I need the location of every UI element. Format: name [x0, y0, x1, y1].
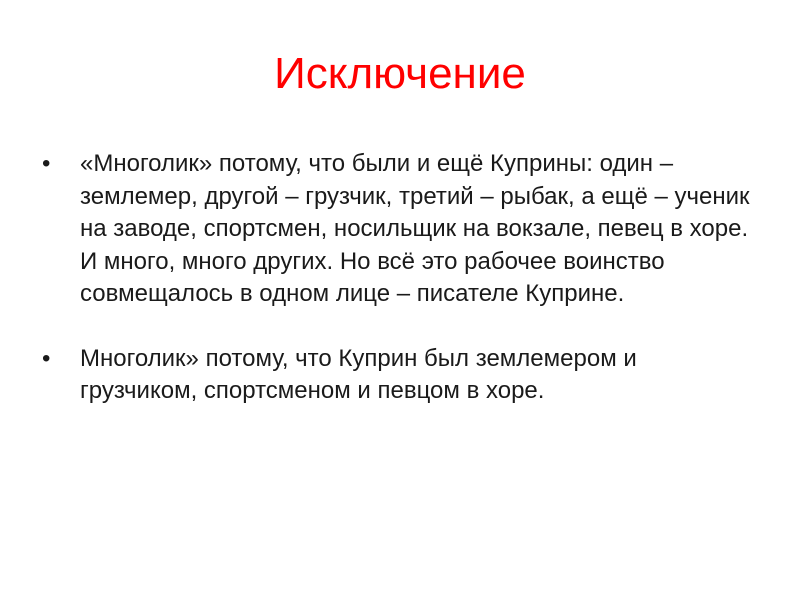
bullet-marker-icon: •: [42, 344, 51, 372]
bullet-list: [40, 148, 760, 440]
bullet-item-2: [40, 343, 760, 408]
bullet-marker-icon: •: [42, 150, 51, 177]
slide-title: Исключение: [274, 49, 526, 98]
bullet-text-1: «Многолик» потому, что были и ещё Куприны: один – землемер, другой – грузчик, третий – рыбак, а ещё – ученик на заводе, спортсмен, носильщик на вокзале, певец в хоре. И много, много других. Но всё это рабочее воинство совмещалось в одном лице – писателе Куприне.: [80, 150, 750, 307]
bullet-item-1: [40, 148, 760, 311]
bullet-text-2: Многолик» потому, что Куприн был землемером и грузчиком, спортсменом и певцом в хоре.: [80, 344, 637, 404]
